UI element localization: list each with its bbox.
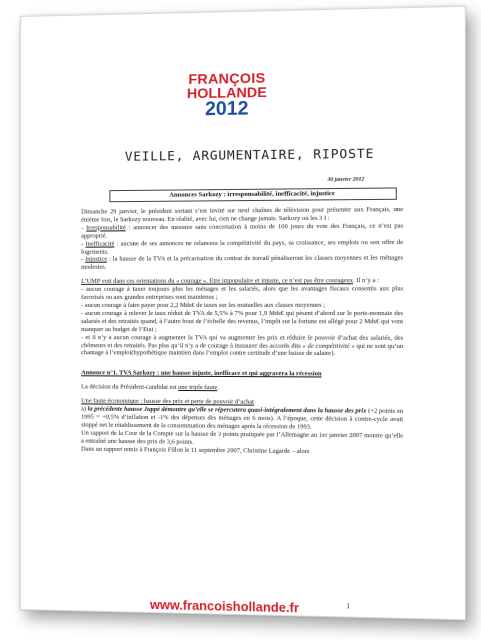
decision-underlined: une triple faute — [178, 384, 218, 392]
ineff-label: Inefficacité — [85, 240, 115, 248]
document-page — [20, 6, 466, 621]
lagarde-line: Dans un rapport remis à François Fillon le 11 septembre 2007, Christine Lagarde – alors — [81, 445, 310, 455]
document-body — [81, 206, 403, 457]
point-injustice: - Injustice : la hausse de la TVA et la précarisation du contrat de travail pénaliseront les classes moyennes et les ménages modestes. — [81, 254, 404, 272]
item-a-bold: la précédente hausse Juppé démontre qu’elle se répercutera quasi-intégralement dans la hausse des prix — [87, 405, 367, 415]
irresp-label: Irresponsabilité — [86, 224, 126, 232]
injust-text: : la hausse de la TVA et la précarisation du contrat de travail pénaliseront les classes moyennes et les ménages modestes. — [81, 254, 404, 272]
bullet-4-b: qui ne sont qu’un chantage à l’emploi(hypothétique maintien dans l’emploi contre certitude d’une baisse de salaire). — [81, 342, 404, 358]
footer-url: www.francoishollande.fr — [149, 597, 299, 616]
decision-pre: La décision du Président-candidat est — [81, 383, 179, 392]
ump-tail: . Il n’y a : — [353, 277, 379, 285]
bullet-4 — [81, 334, 403, 359]
boxed-title: Annonces Sarkozy : irresponsabilité, inefficacité, injustice — [109, 187, 396, 202]
item-a-pre: a) — [81, 405, 88, 413]
logo-line-1: FRANÇOIS — [188, 69, 266, 88]
logo-line-2: HOLLANDE — [186, 83, 267, 102]
cour-paragraph: Un rapport de la Cour de la Compte sur la hausse de 3 points pratiquée par l’Allemagne au 1er janvier 2007 montre qu’elle a entraîné une hausse des prix de 3,6 points. — [81, 429, 404, 446]
annonce-1-title: Annonce n°1. TVA Sarkozy : une hausse injuste, inefficace et qui aggravera la récession — [81, 369, 322, 378]
injust-label: Injustice — [85, 256, 108, 264]
logo-year: 2012 — [205, 98, 249, 121]
bullet-3: - aucun courage à relever le taux réduit de TVA de 5,5% à 7% pour 1,9 Mds€ qui pèsent d’abord sur le porte-monnaie des salariés et des retraités quand, à l’autre bout de l’échelle des revenus, l’impôt sur la fortune est allégé pour 2 Mds€ qui vont manquer au budget de l’Etat ; — [81, 309, 404, 333]
ump-underlined: L’UMP voit dans ces orientations du « courage ». Etre impopulaire et injuste, ce n’est pas être courageux — [81, 277, 354, 286]
faute-title: Une faute économique : hausse des prix et perte de pouvoir d’achat — [81, 397, 255, 406]
point-irresponsabilite: - Irresponsabilité : annoncer des mesures sans concertation à moins de 100 jours du vote des Français, ce n’est pas approprié. — [81, 222, 404, 240]
document-date: 30 janvier 2012 — [327, 176, 365, 183]
irresp-text: : annoncer des mesures sans concertation à moins de 100 jours du vote des Français, ce n’est pas approprié. — [81, 222, 404, 240]
page-number: 1 — [346, 602, 350, 611]
ineff-text: : aucune de ses annonces ne relancera la compétitivité du pays, sa croissance, ses emplois ou son offre de logements. — [81, 238, 404, 256]
bullet-1: - aucun courage à taxer toujours plus les ménages et les salariés, alors que les avantages fiscaux consentis aux plus favorisés ou aux grandes entreprises sont maintenus ; — [81, 285, 404, 302]
campaign-logo — [181, 70, 274, 120]
decision-post: . — [217, 384, 219, 392]
point-inefficacite: - Inefficacité : aucune de ses annonces ne relancera la compétitivité du pays, sa croissance, ses emplois ou son offre de logements. — [81, 238, 404, 256]
intro-paragraph: Dimanche 29 janvier, le président sortant s’est invité sur neuf chaînes de télévision pour présenter aux Français, une énième fois, le Sarkozy nouveau. En réalité, avec lui, rien ne change jamais. Sarkozy ou les 3 I : — [81, 205, 404, 224]
bullet-4-a: - et il n’y a aucun courage à augmenter la TVA qui va augmenter les prix et réduire le pouvoir d’achat des salariés, des chômeurs et des retraités. Pas plus qu’il n’y a de courage à instaurer des accords dits — [81, 333, 404, 350]
document-heading: VEILLE, ARGUMENTAIRE, RIPOSTE — [124, 145, 375, 164]
bullet-2: - aucun courage à faire payer pour 2,2 Mds€ de taxes sur les mutuelles aux classes moyennes ; — [81, 301, 326, 309]
item-a-post: (+2 points en 1995 = +0,5% d’inflation et -1% des dépenses des ménages en 6 mois). A l’époque, cette décision à contre-cycle avait stoppé net le rétablissement de la consommation des ménages après la récession de 1993. — [81, 407, 404, 431]
item-a — [81, 405, 403, 432]
bullet-4-italic: « de compétitivité » — [302, 342, 355, 350]
